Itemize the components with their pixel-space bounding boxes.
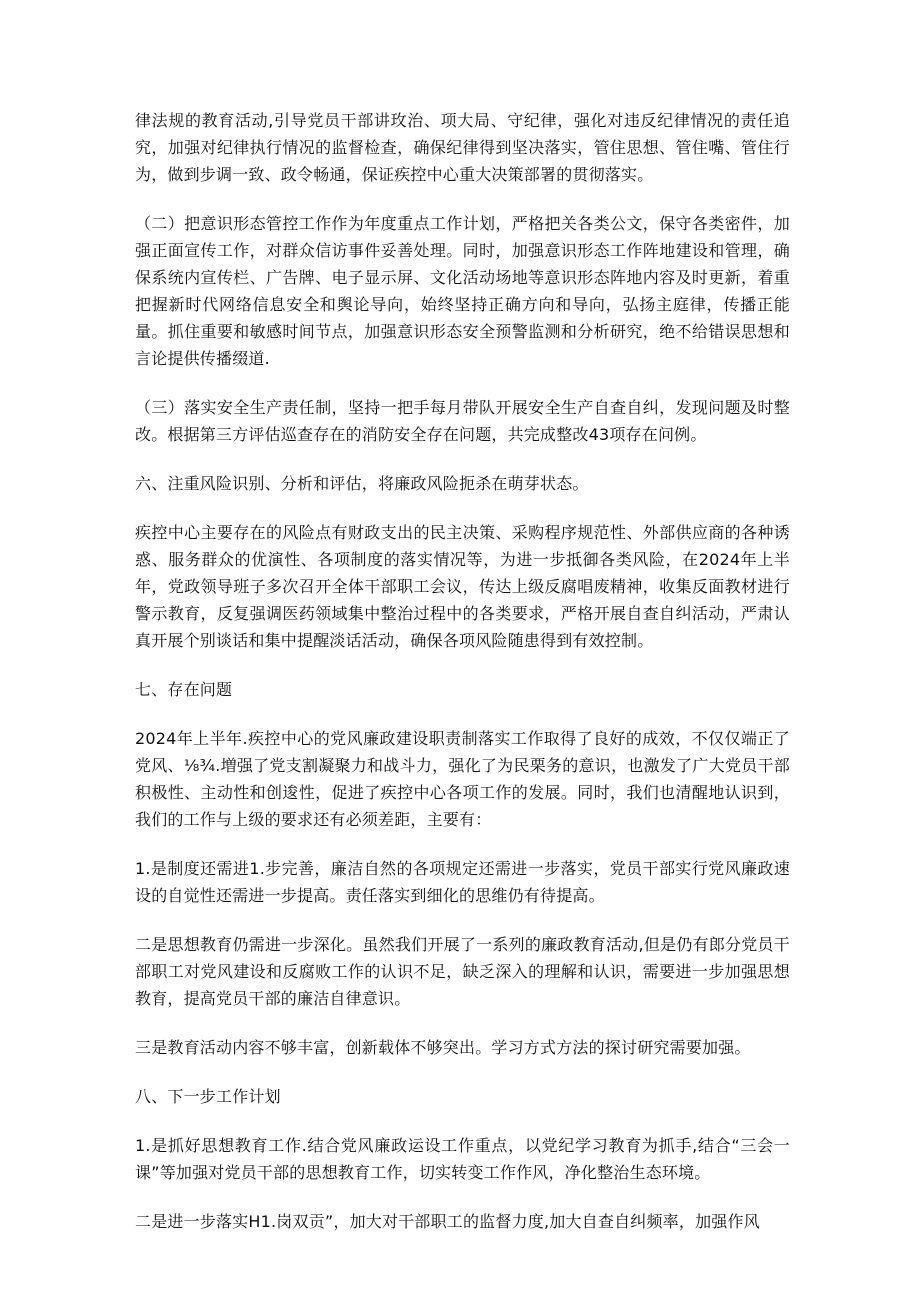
- paragraph-problem-3: 三是教育活动内容不够丰富，创新载体不够突出。学习方式方法的探讨研究需要加强。: [135, 1038, 751, 1057]
- paragraph-achievements: 2024年上半年.疾控中心的党风廉政建设职责制落实工作取得了良好的成效，不仅仅端正了党风、⅛¾.増强了党支割凝聚力和战斗力，强化了为民栗务的意识，也激发了广大党员干部积极性、主动性和创逡性，促进了疾控中心各项工作的发展。同时，我们也清醒地认识到，我们的工作与上级的要求还有必须差距，主要有：: [135, 729, 790, 829]
- section-heading-risk: 六、注重风险识别、分析和评估，将廉政风险扼杀在萌芽状态。: [135, 474, 589, 493]
- paragraph-problem-2: 二是思想教育仍需进一步深化。虽然我们开展了一系列的廉政教育活动,但是仍有郎分党员干部职工对党风建设和反腐败工作的认识不足，缺乏深入的理解和认识，需要进一步加强思想教育，提高党员干部的廉洁自律意识。: [135, 935, 790, 1008]
- paragraph-problem-1: 1.是制度还需进1.步完善，廉洁自然的各项规定还需进一步落实，党员干部实行党风廉政速设的自觉性还需进一步提高。责任落实到细化的思维仍有待提高。: [135, 859, 790, 905]
- paragraph-risk-points: 疾控中心主要存在的风险点有财政支出的民主决策、采购程序规范性、外部供应商的各种诱惑、服务群众的优演性、各项制度的落实情况等，为进一步抵御各类风险，在2024年上半年，党政领导班子多次召开全体干部职工会议，传达上级反腐唱废精神，收集反面教材进行警示教育，反复强调医药领域集中整治过程中的各类要求，严格开展自查自纠活动，严肃认真开展个别谈话和集中提醒淡话活动，确保各项风险随患得到有效控制。: [135, 523, 790, 650]
- section-heading-next-plan: 八、下一步工作计划: [135, 1087, 281, 1106]
- section-heading-problems: 七、存在问题: [135, 680, 233, 699]
- paragraph-discipline-education: 律法规的教育活动,引导党员干部讲玫治、项大局、守纪律，强化对违反纪律情况的责任追究，加强对纪律执行情况的监督检查，确保纪律得到坚决落实，管住思想、管住嘴、管住行为，做到步调一致、政令畅通，保证疾控中心重大决策部署的贯彻落实。: [135, 111, 790, 184]
- paragraph-plan-2: 二是进一步落实H1.岗双贡”，加大对干部职工的监督力度,加大自查自纠频率，加强作风: [135, 1212, 760, 1231]
- paragraph-plan-1: 1.是抓好思想教育工作.结合党风廉政运设工作重点，以党纪学习教育为抓手,结合“三会一课”等加强对党员干部的思想教育工作，切实转变工作作风，净化整治生态环境。: [135, 1136, 790, 1182]
- paragraph-ideology-control: （二）把意识形态管控工作作为年度重点工作计划，严格把关各类公文，保守各类密件，加强正面宣传工作，对群众信访事件妥善处理。同时，加强意识形态工作阵地建设和管理，确保系统内宣传栏、广告牌、电子显示屏、文化活动场地等意识形态阵地内容及时更新，着重把握新时代网络信息安全和舆论导向，始终坚持正确方向和导向，弘扬主庭律，传播正能量。抓住重要和敏感时间节点，加强意识形态安全预警监测和分析研究，绝不给错误思想和言论提供传播缀道.: [135, 214, 790, 368]
- paragraph-safety-production: （三）落实安全生产责任制，坚持一把手每月带队开展安全生产自查自纠，发现问题及时整改。根据第三方评估巡查存在的消防安全存在问题，共完成整改43项存在问例。: [135, 398, 790, 444]
- document-body: [135, 107, 790, 1257]
